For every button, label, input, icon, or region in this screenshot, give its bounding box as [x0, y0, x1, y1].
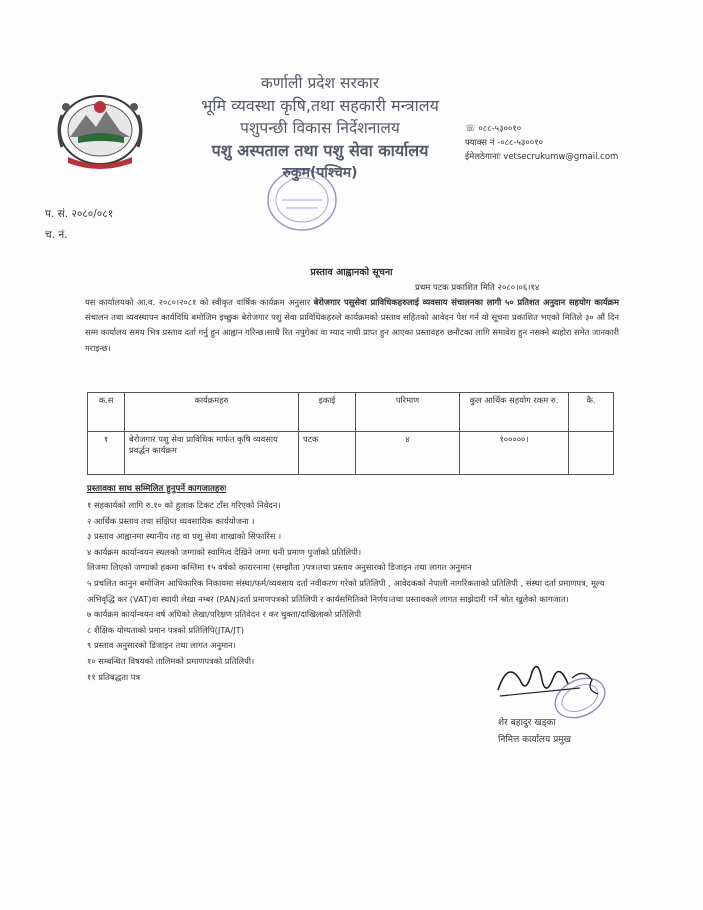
list-item: ७ कार्यक्रम कार्यान्वयन वर्ष अघिको लेखा/परिक्षण प्रतिवेदन र कर चुक्ता/दाखिलाको प्रतिलिपी	[87, 609, 362, 620]
list-item: ५ प्रचलित कानुन बमोजिम आधिकारिक निकायमा संस्था/फर्म/व्यवसाय दर्ता नवीकरण गरेको प्रतिलिपी , आवेदकको नेपाली नागरिकताको प्रतिलिपी , संस्था दर्ता प्रमाणपत्र, मूल्य अभिवृद्धि कर (VAT)वा स्थायी लेखा नम्बर (PAN)दर्ता प्रमाणपत्रको प्रतिलिपी र कार्यसमितिको निर्णय।तथा प्रस्तावकले लागत साझेदारी गर्ने श्रोत खुलेको कागजात।	[87, 577, 605, 604]
program-table	[87, 392, 614, 475]
ministry-name: भूमि व्यवस्था कृषि,तथा सहकारी मन्त्रालय	[201, 95, 439, 115]
col-programs: कार्यक्रमहरु	[125, 393, 299, 432]
directorate-name: पशुपन्छी विकास निर्देशनालय	[240, 119, 400, 137]
notice-body-rest: संचालन तथा व्यवस्थापन कार्यविधि बमोजिम इच्छुक बेरोजगार पशु सेवा प्राविधिकहरुले कार्यक्रमको प्रस्ताव सहितको आवेदन पेश गर्न यो सूचना प्रकाशित भएको मितिले ३० औं दिन सम्म कार्यालय समय भित्र प्रस्ताव दर्ता गर्नु हुन आह्वान गरिन्छ।साथै रित नपुगेका वा म्याद नाघी प्राप्त हुन आएका प्रस्तावहरु छनौटका लागि समावेश हुन नसक्ने ब्यहोरा समेत जानकारी गराइन्छ।	[85, 312, 619, 353]
notice-title: प्रस्ताव आह्वानको सूचना	[310, 267, 393, 278]
program-name: बेरोजगार पसुसेवा प्राविधिकहरुलाई व्यवसाय संचालनका लागी ५० प्रतिशत अनुदान सहयोग कार्यक्रम	[313, 297, 619, 307]
cell-quantity: ४	[356, 432, 460, 475]
province-government-name: कर्णाली प्रदेश सरकार	[260, 74, 380, 92]
list-item: १० सम्बन्धित विषयको तालिमको प्रमाणपत्रको प्रतिलिपी।	[87, 655, 255, 666]
letter-reference-number: प. सं. २०८०/०८१	[45, 208, 114, 220]
email-address: ईमेलठेगानाः vetsecrukumw@gmail.com	[465, 152, 619, 162]
table-row	[88, 432, 614, 475]
handwritten-signature	[488, 650, 608, 720]
cell-program: बेरोजगार पशु सेवा प्राविधिक मार्फत कृषि व्यवसाय प्रवर्द्धन कार्यक्रम	[125, 432, 299, 475]
list-item: लिजमा लिएको जग्गाको हकमा कम्तिमा १५ वर्षको कारारनामा (सम्झौता )पत्र।तथा प्रस्ताव अनुसारको डिजाइन तथा लागत अनुमान	[87, 562, 472, 573]
table-header-row	[88, 393, 614, 432]
reference-block	[45, 204, 113, 246]
col-remarks: कै.	[569, 393, 614, 432]
signatory-block	[498, 715, 571, 749]
notice-body	[85, 295, 619, 356]
phone-number: ☏ ०८८-५३००१०	[465, 124, 522, 134]
list-item: १ सहकार्यको लागि रु.१० को हुलाक टिकट टाँस गरिएको निवेदन।	[87, 500, 281, 510]
list-item: २ आर्थिक प्रस्ताव तथा संक्षिप्त व्यवसायिक कार्ययोजना ।	[87, 515, 255, 526]
office-name: पशु अस्पताल तथा पशु सेवा कार्यालय	[211, 140, 429, 160]
notice-body-intro: यस कार्यालयको आ.व. २०८०।२०८१ को स्वीकृत वार्षिक कार्यक्रम अनुसार	[85, 297, 314, 307]
cell-serial: १	[88, 432, 125, 475]
cell-amount: १०००००।	[460, 432, 569, 475]
office-stamp	[212, 160, 342, 240]
nepal-emblem-icon	[48, 85, 153, 170]
col-serial: क.स	[88, 393, 125, 432]
signatory-title: निमित्त कार्यालय प्रमुख	[498, 735, 571, 745]
signatory-name: शेर बहादुर खड्का	[498, 718, 556, 728]
office-location: रुकुम(पश्चिम)	[282, 165, 358, 181]
publication-date: प्रथम पटक प्रकाशित मिति २०८०।०६।१४	[415, 283, 540, 293]
list-item: ८ शैक्षिक योग्यताको प्रमान पत्रको प्रतिलिपि(JTA/JT)	[87, 624, 244, 635]
contact-details	[465, 122, 618, 164]
col-unit: इकाई	[299, 393, 356, 432]
list-item: ११ प्रतिबद्धता पत्र	[87, 671, 141, 682]
fax-number: फ्याक्स नं -०८८-५३००१०	[465, 138, 544, 148]
list-item: ९ प्रस्ताव अनुसारको डिजाइन तथा लागत अनुमान।	[87, 640, 236, 651]
list-item: ३ प्रस्ताव आह्वानमा स्थानीय तह वा पशु सेवा शाखाको सिफारिस ।	[87, 531, 282, 542]
cell-unit: पटक	[299, 432, 356, 475]
attachments-heading: प्रस्तावका साथ सम्मिलित हुनुपर्ने कागजातहरुः	[87, 484, 227, 494]
col-quantity: परिमाण	[356, 393, 460, 432]
dispatch-number: च. नं.	[45, 229, 68, 241]
col-total-amount: कुल आर्थिक सहयोग रकम रु.	[460, 393, 569, 432]
list-item: ४ कार्यक्रम कार्यान्वयन स्थलको जग्गाको स्वामित्व देखिने जग्गा धनी प्रमाण पुर्जाको प्रतिलिपी।	[87, 546, 362, 557]
cell-remarks	[569, 432, 614, 475]
